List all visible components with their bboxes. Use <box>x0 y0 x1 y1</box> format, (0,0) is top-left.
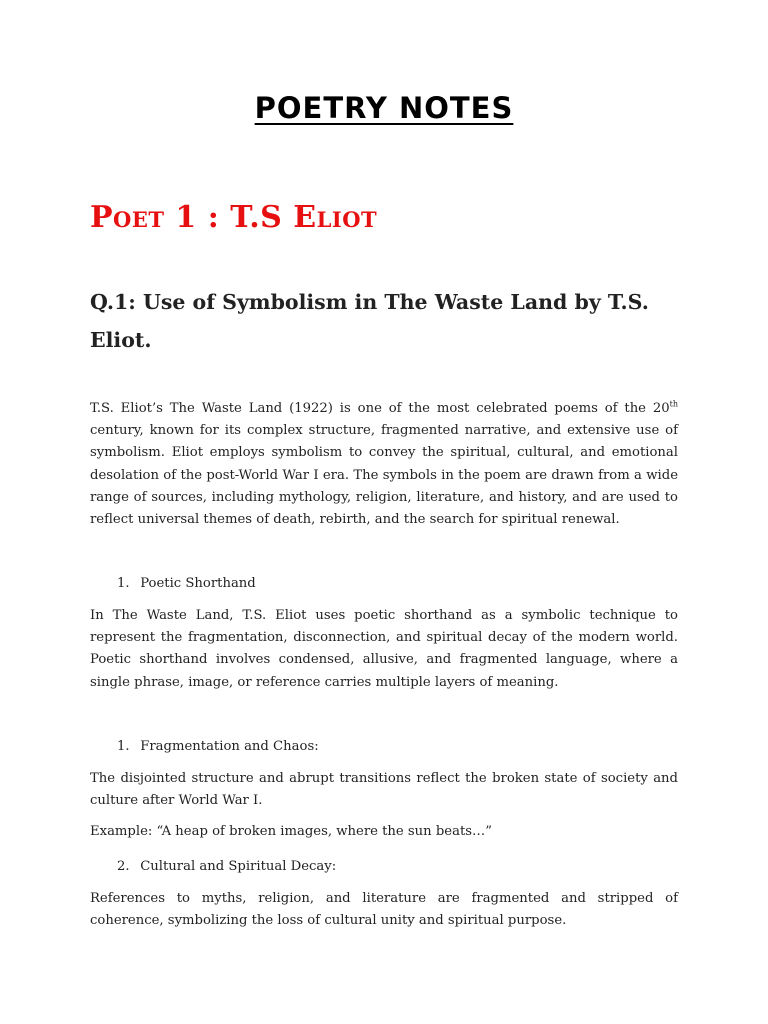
list-item-cultural-decay <box>117 857 336 877</box>
page-title: POETRY NOTES <box>254 91 514 125</box>
question-heading: Q.1: Use of Symbolism in The Waste Land by T.S. Eliot. <box>90 290 649 352</box>
poetic-shorthand-paragraph: In The Waste Land, T.S. Eliot uses poetic shorthand as a symbolic technique to represent the fragmentation, disconnection, and spiritual decay of the modern world. Poetic shorthand involves condensed, allusive, and fragmented language, where a single phrase, image, or reference carries multiple layers of meaning. <box>90 608 678 690</box>
list-item-label: Poetic Shorthand <box>140 576 256 591</box>
list-item-poetic-shorthand <box>117 574 256 594</box>
list-item-label: Cultural and Spiritual Decay: <box>140 859 337 874</box>
intro-text-part1: T.S. Eliot’s The Waste Land (1922) is one of the most celebrated poems of the 20 <box>90 401 670 416</box>
list-item-label: Fragmentation and Chaos: <box>140 739 319 754</box>
poet-heading: Poet 1 : T.S Eliot <box>90 200 378 235</box>
list-number: 1. <box>117 576 130 591</box>
intro-paragraph <box>90 398 678 531</box>
cultural-decay-paragraph: References to myths, religion, and literature are fragmented and stripped of coherence, symbolizing the loss of cultural unity and spiritual purpose. <box>90 891 678 929</box>
example-quote: Example: “A heap of broken images, where the sun beats…” <box>90 824 492 839</box>
fragmentation-paragraph: The disjointed structure and abrupt transitions reflect the broken state of society and culture after World War I. <box>90 771 678 809</box>
list-number: 1. <box>117 739 130 754</box>
list-number: 2. <box>117 859 130 874</box>
list-item-fragmentation <box>117 737 319 757</box>
intro-text-part2: century, known for its complex structure, fragmented narrative, and extensive use of symbolism. Eliot employs symbolism to convey the spiritual, cultural, and emotional desolation of the post-World War I era. The symbols in the poem are drawn from a wide range of sources, including mythology, religion, literature, and history, and are used to reflect universal themes of death, rebirth, and the search for spiritual renewal. <box>90 423 678 528</box>
superscript-th: th <box>669 399 678 409</box>
